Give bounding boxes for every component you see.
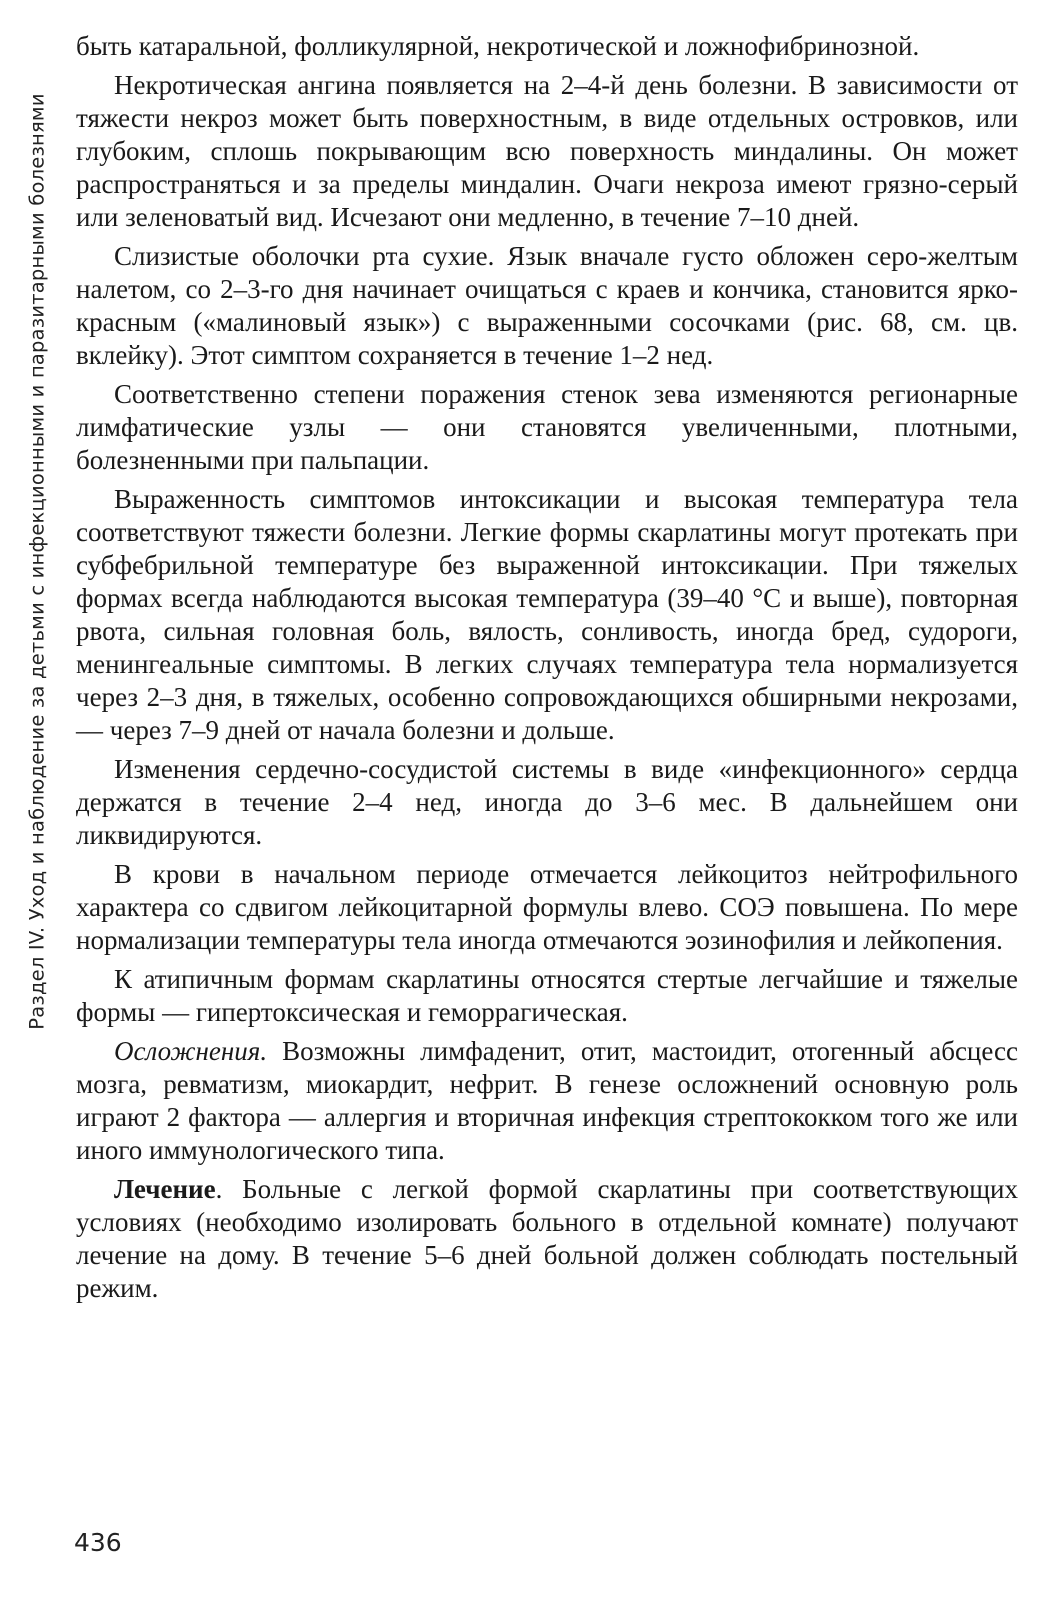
paragraph: К атипичным формам скарлатины относятся стертые легчайшие и тяжелые формы — гипертоксическая и геморрагическая.: [76, 964, 1018, 1027]
treatment-paragraph: [76, 1173, 1018, 1305]
complications-heading: Осложнения.: [114, 1036, 268, 1066]
running-head: [23, 16, 51, 1106]
complications-paragraph: [76, 1035, 1018, 1167]
paragraph: Изменения сердечно-сосудистой системы в виде «инфекционного» сердца держатся в течение 2–4 нед, иногда до 3–6 мес. В дальнейшем они ликвидируются.: [76, 754, 1018, 850]
running-head-text: Раздел IV. Уход и наблюдение за детьми с инфекционными и паразитарными болезнями: [25, 92, 49, 1030]
paragraph: В крови в начальном периоде отмечается лейкоцитоз нейтрофильного характера со сдвигом лейкоцитарной формулы влево. СОЭ повышена. По мере нормализации температуры тела иногда отмечаются эозинофилия и лейкопения.: [76, 859, 1018, 955]
paragraph: Соответственно степени поражения стенок зева изменяются регионарные лимфатические узлы — они становятся увеличенными, плотными, болезненными при пальпации.: [76, 379, 1018, 475]
treatment-heading: Лечение: [114, 1174, 216, 1204]
complications-text: Возможны лимфаденит, отит, мастоидит, отогенный абсцесс мозга, ревматизм, миокардит, нефрит. В генезе осложнений основную роль играют 2 фактора — аллергия и вторичная инфекция стрептококком того же или иного иммунологического типа.: [76, 1036, 1018, 1165]
paragraph: Выраженность симптомов интоксикации и высокая температура тела соответствуют тяжести болезни. Легкие формы скарлатины могут протекать при субфебрильной температуре без выраженной интоксикации. При тяжелых формах всегда наблюдаются высокая температура (39–40 °С и выше), повторная рвота, сильная головная боль, вялость, сонливость, иногда бред, судороги, менингеальные симптомы. В легких случаях температура тела нормализуется через 2–3 дня, в тяжелых, особенно сопровождающихся обширными некрозами, — через 7–9 дней от начала болезни и дольше.: [76, 484, 1018, 745]
treatment-text: . Больные с легкой формой скарлатины при соответствующих условиях (необходимо изолировать больного в отдельной комнате) получают лечение на дому. В течение 5–6 дней больной должен соблюдать постельный режим.: [76, 1174, 1018, 1303]
paragraph: быть катаральной, фолликулярной, некротической и ложнофибринозной.: [76, 31, 920, 61]
paragraph: Некротическая ангина появляется на 2–4-й день болезни. В зависимости от тяжести некроз может быть поверхностным, в виде отдельных островков, или глубоким, сплошь покрывающим всю поверхность миндалины. Он может распространяться и за пределы миндалин. Очаги некроза имеют грязно-серый или зеленоватый вид. Исчезают они медленно, в течение 7–10 дней.: [76, 70, 1018, 232]
paragraph: Слизистые оболочки рта сухие. Язык вначале густо обложен серо-желтым налетом, со 2–3-го дня начинает очищаться с краев и кончика, становится ярко-красным («малиновый язык») с выраженными сосочками (рис. 68, см. цв. вклейку). Этот симптом сохраняется в течение 1–2 нед.: [76, 241, 1018, 370]
page-number: 436: [74, 1528, 122, 1557]
page-body: [76, 30, 1018, 1305]
